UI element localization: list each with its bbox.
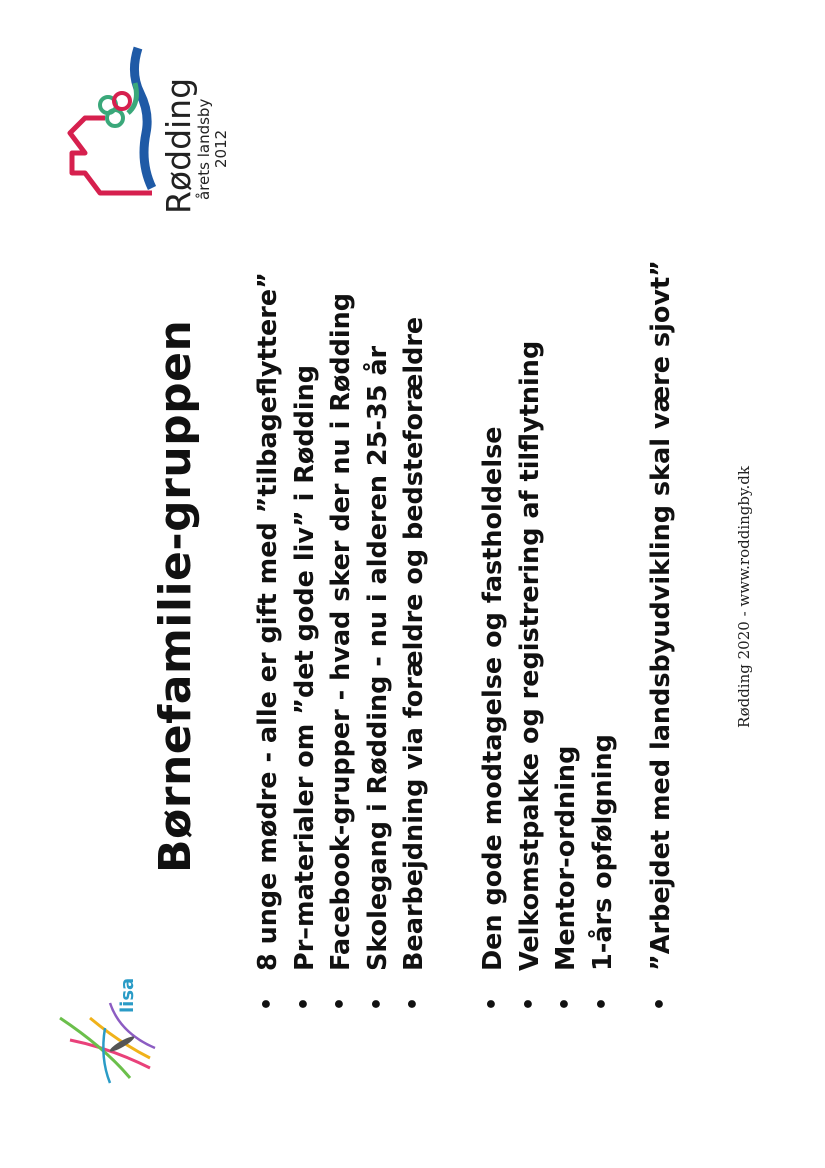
list-item: • Bearbejdning via forældre og bedsteforældre [396,272,433,1023]
slide-title: Børnefamilie-gruppen [150,319,201,873]
rodding-logo-icon [60,43,160,213]
footer-text: Rødding 2020 - www.roddingby.dk [735,466,753,728]
list-item: • Den gode modtagelse og fastholdelse [475,341,512,1023]
bullet-list-3 [643,260,680,1023]
lisa-dragonfly-logo [50,998,160,1088]
list-item: • Skolegang i Rødding - nu i alderen 25-35 år [360,272,397,1023]
bullet-list-2 [475,341,621,1023]
list-item: • Pr–materialer om ”det gode liv” i Rødding [287,272,324,1023]
list-item: • Mentor-ordning [548,341,585,1023]
list-item: • 8 unge mødre - alle er gift med ”tilbageflyttere” [250,272,287,1023]
bullet-list-1 [250,272,433,1023]
lisa-logo-text: lisa [117,977,138,1013]
list-item: • Facebook-grupper - hvad sker der nu i Rødding [323,272,360,1023]
brand-year: 2012 [212,129,230,168]
brand-name: Rødding [159,77,198,214]
list-item: • 1-års opfølgning [585,341,622,1023]
brand-subtitle: årets landsby [195,98,213,200]
list-item: • Velkomstpakke og registrering af tilflytning [512,341,549,1023]
list-item: • ”Arbejdet med landsbyudvikling skal være sjovt” [643,260,680,1023]
